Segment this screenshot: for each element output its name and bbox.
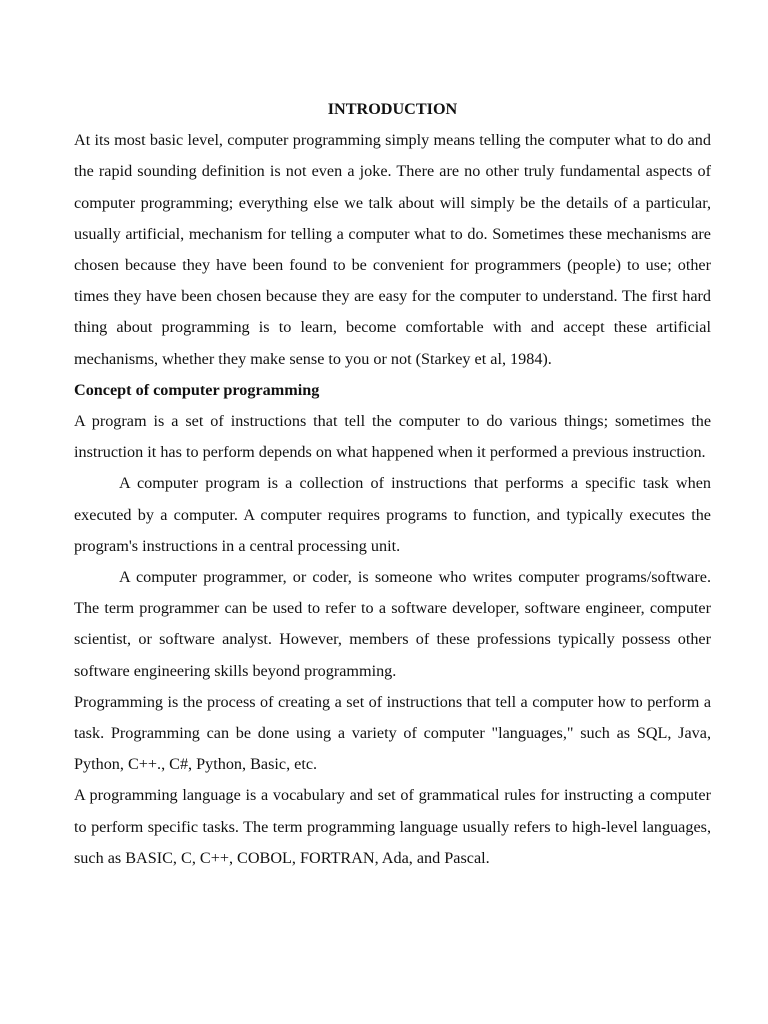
document-page [74, 94, 711, 874]
page-title: INTRODUCTION [327, 100, 458, 118]
paragraph-programming-process: Programming is the process of creating a set of instructions that tell a computer how to perform a task. Programming can be done using a variety of computer "languages," such as SQL, Java, Python, C++., C#, Python, Basic, etc. [74, 692, 711, 774]
intro-paragraph: At its most basic level, computer programming simply means telling the computer what to do and the rapid sounding definition is not even a joke. There are no other truly fundamental aspects of computer programming; everything else we talk about will simply be the details of a particular, usually artificial, mechanism for telling a computer what to do. Sometimes these mechanisms are chosen because they have been found to be convenient for programmers (people) to use; other times they have been chosen because they are easy for the computer to understand. The first hard thing about programming is to learn, become comfortable with and accept these artificial mechanisms, whether they make sense to you or not (Starkey et al, 1984). [74, 131, 711, 368]
section-heading: Concept of computer programming [74, 380, 320, 399]
paragraph-computer-program: A computer program is a collection of instructions that performs a specific task when executed by a computer. A computer requires programs to function, and typically executes the program's instructions in a central processing unit. [74, 474, 711, 555]
paragraph-program-definition: A program is a set of instructions that tell the computer to do various things; sometimes the instruction it has to perform depends on what happened when it performed a previous instruction. [74, 412, 711, 462]
paragraph-programming-language: A programming language is a vocabulary and set of grammatical rules for instructing a computer to perform specific tasks. The term programming language usually refers to high-level languages, such as BASIC, C, C++, COBOL, FORTRAN, Ada, and Pascal. [74, 786, 711, 867]
paragraph-programmer: A computer programmer, or coder, is someone who writes computer programs/software. The term programmer can be used to refer to a software developer, software engineer, computer scientist, or software analyst. However, members of these professions typically possess other software engineering skills beyond programming. [74, 568, 711, 680]
